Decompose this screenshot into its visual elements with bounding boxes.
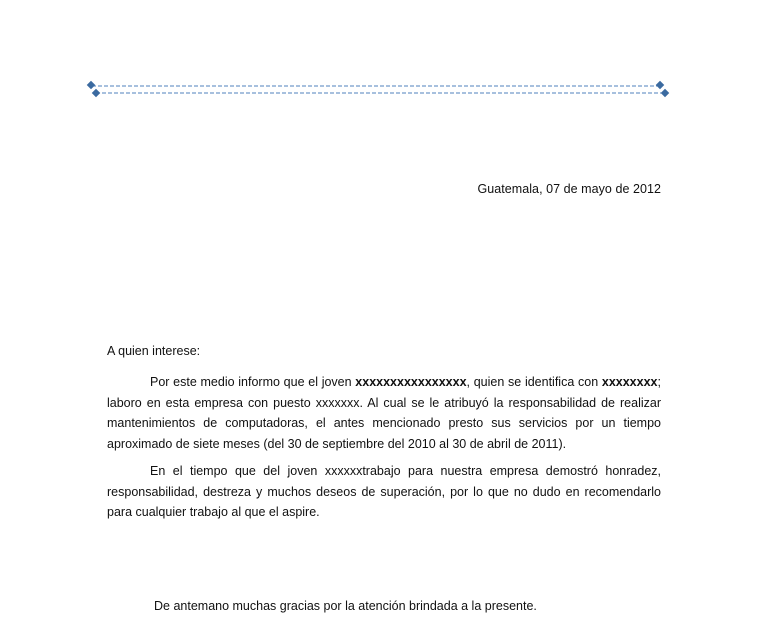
header-divider bbox=[86, 80, 672, 100]
employee-id: xxxxxxxx bbox=[601, 375, 658, 389]
letter-closing: De antemano muchas gracias por la atención brindada a la presente. bbox=[154, 599, 537, 613]
diamond-icon bbox=[661, 89, 669, 97]
letter-paragraph-2: En el tiempo que del joven xxxxxxtrabajo para nuestra empresa demostró honradez, responsabilidad, destreza y muchos deseos de superación, por lo que no dudo en recomendarlo para cualquier trabajo al que el aspire. bbox=[107, 464, 661, 519]
para1-text-1: Por este medio informo que el joven bbox=[150, 375, 356, 389]
employee-name: xxxxxxxxxxxxxxxx bbox=[355, 375, 467, 389]
letter-paragraph-1 bbox=[107, 372, 661, 454]
diamond-icon bbox=[87, 81, 95, 89]
letter-greeting: A quien interese: bbox=[107, 344, 201, 358]
diamond-icon bbox=[656, 81, 664, 89]
letter-date: Guatemala, 07 de mayo de 2012 bbox=[477, 182, 661, 196]
para1-text-2: , quien se identifica con bbox=[466, 375, 602, 389]
para1-text-3: ; laboro en esta empresa con puesto xxxxxxx. Al cual se le atribuyó la responsabilidad de realizar mantenimientos de computadoras, el antes mencionado presto sus servicios por un tiempo aproximado de siete meses (del 30 de septiembre del 2010 al 30 de abril de 2011). bbox=[107, 375, 661, 451]
diamond-icon bbox=[92, 89, 100, 97]
